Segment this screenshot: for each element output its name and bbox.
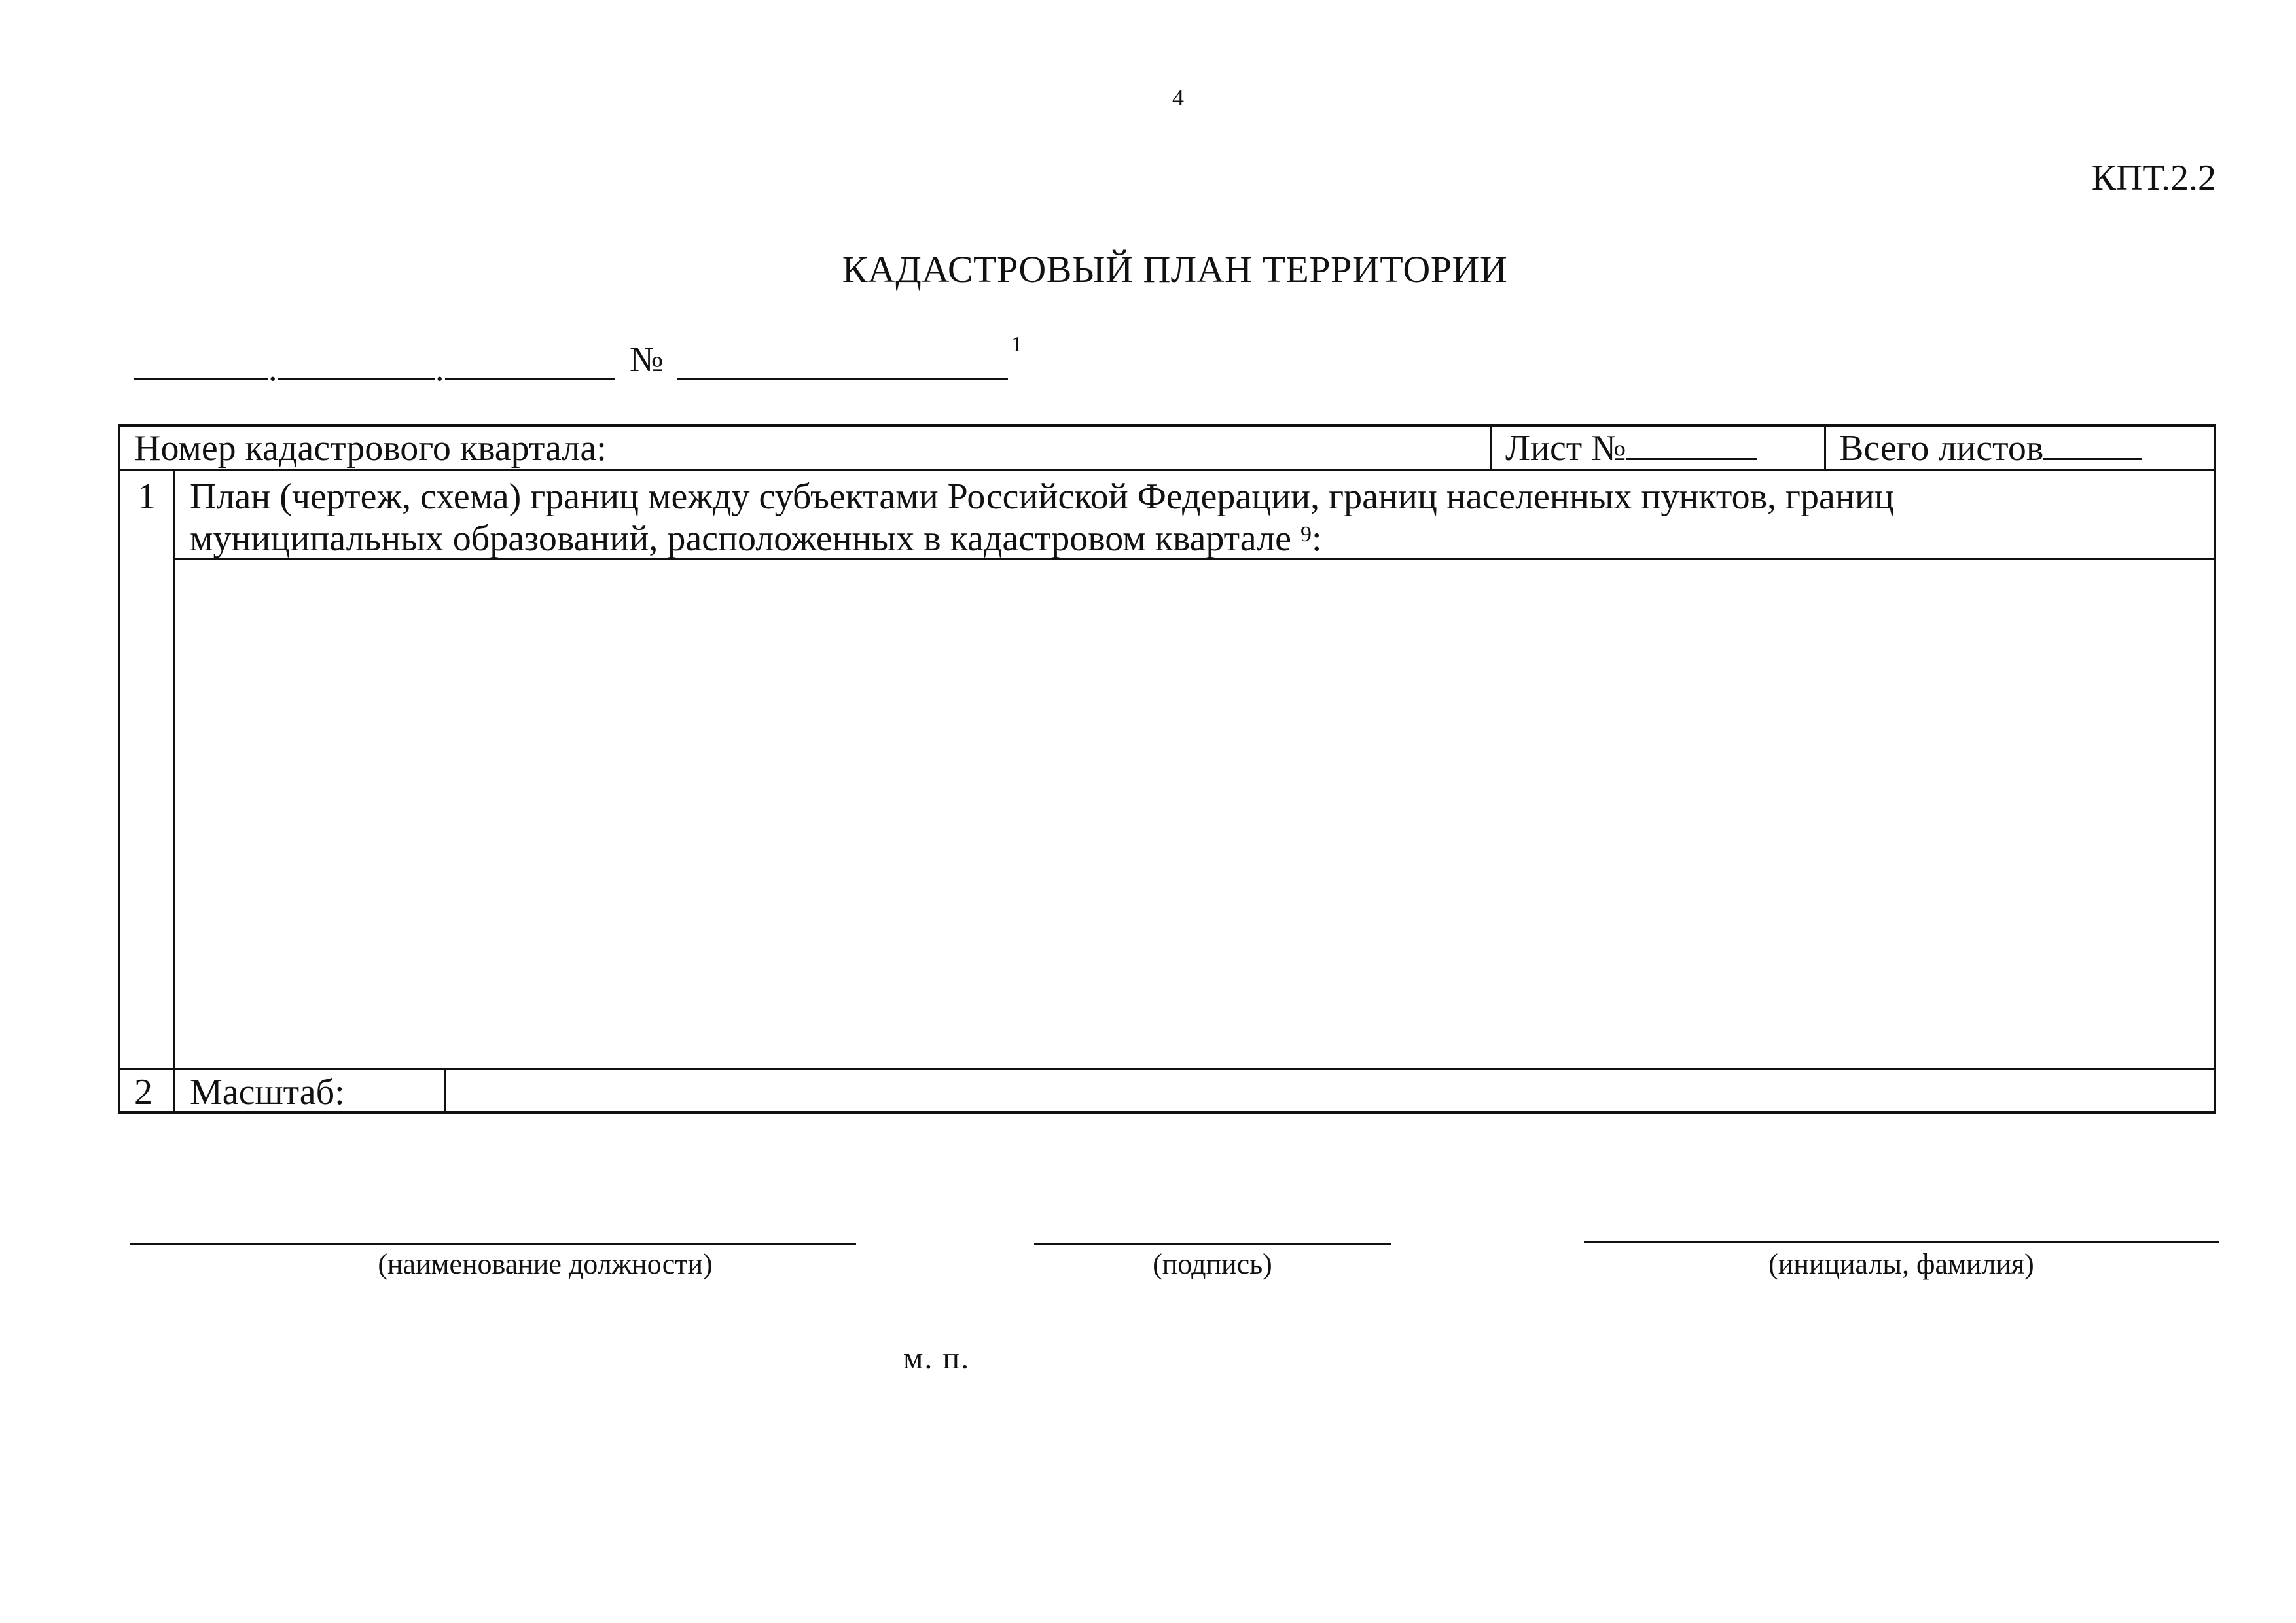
position-caption: (наименование должности) [378, 1248, 713, 1280]
page-number: 4 [1172, 84, 1184, 111]
footnote-marker: 9 [1300, 522, 1312, 546]
plan-description-line2 [190, 517, 1322, 560]
row-number: 2 [134, 1072, 152, 1113]
footnote-marker: 1 [1011, 332, 1022, 357]
date-day-blank[interactable] [134, 378, 268, 380]
sheet-number-field [1505, 427, 1757, 470]
scale-label: Масштаб: [190, 1072, 345, 1113]
row-number: 1 [137, 476, 156, 517]
plan-description-colon: : [1311, 518, 1322, 559]
document-title: КАДАСТРОВЫЙ ПЛАН ТЕРРИТОРИИ [842, 248, 1508, 291]
date-separator: . [268, 349, 278, 388]
header-col-divider [1824, 424, 1826, 470]
date-month-blank[interactable] [278, 378, 435, 380]
number-col-divider [173, 469, 175, 1114]
quarter-number-label: Номер кадастрового квартала: [134, 428, 607, 469]
total-sheets-blank[interactable] [2043, 429, 2142, 460]
sheet-number-label: Лист № [1505, 428, 1626, 469]
scale-col-divider [444, 1068, 446, 1114]
total-sheets-label: Всего листов [1839, 428, 2044, 469]
row2-divider [118, 1068, 2216, 1070]
total-sheets-field [1839, 427, 2142, 470]
number-sign: № [630, 340, 664, 379]
form-code: КПТ.2.2 [2091, 158, 2216, 198]
signature-caption: (подпись) [1153, 1248, 1272, 1280]
header-col-divider [1490, 424, 1492, 470]
plan-description-text: муниципальных образований, расположенных в кадастровом квартале [190, 518, 1291, 559]
date-year-blank[interactable] [445, 378, 615, 380]
position-signature-line[interactable] [130, 1243, 856, 1245]
plan-description-line1: План (чертеж, схема) границ между субъектами Российской Федерации, границ населенных пунктов, границ [190, 476, 1894, 517]
scale-value-cell[interactable] [446, 1071, 2214, 1111]
name-caption: (инициалы, фамилия) [1768, 1248, 2034, 1280]
plan-drawing-area[interactable] [175, 560, 2214, 1067]
document-number-blank[interactable] [677, 378, 1008, 380]
signature-line[interactable] [1034, 1243, 1391, 1245]
name-signature-line[interactable] [1584, 1241, 2219, 1243]
stamp-place-label: м. п. [903, 1341, 971, 1376]
date-separator: . [435, 349, 444, 388]
sheet-number-blank[interactable] [1626, 429, 1757, 460]
